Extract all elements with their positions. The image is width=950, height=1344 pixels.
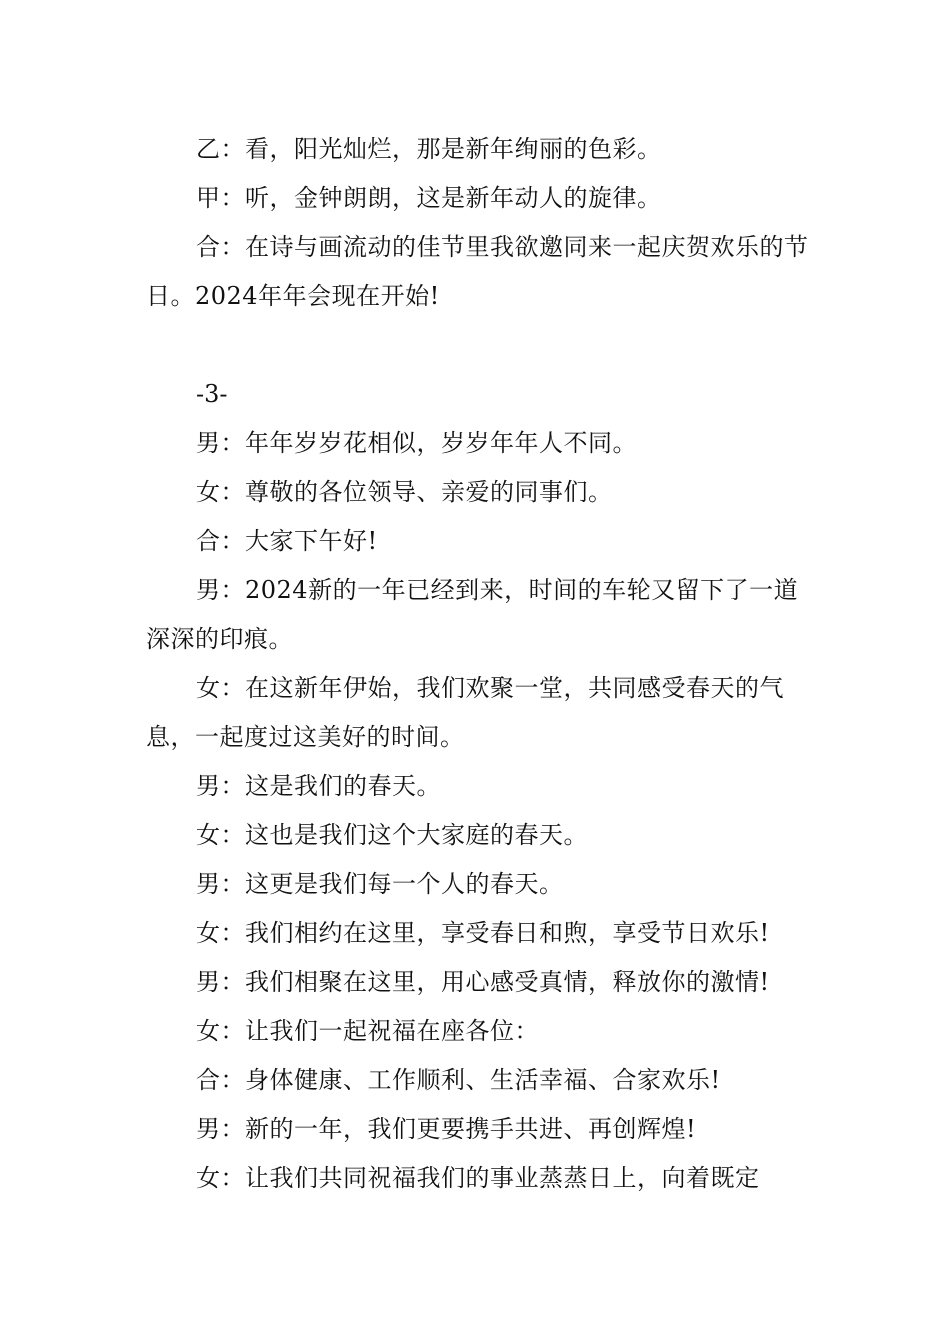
- paragraph: 男：2024新的一年已经到来，时间的车轮又留下了一道深深的印痕。: [146, 576, 799, 653]
- paragraph: 合：身体健康、工作顺利、生活幸福、合家欢乐!: [196, 1066, 721, 1094]
- paragraph: 合：大家下午好!: [196, 527, 378, 555]
- paragraph: 女：这也是我们这个大家庭的春天。: [196, 821, 588, 849]
- paragraph: 乙：看，阳光灿烂，那是新年绚丽的色彩。: [196, 135, 662, 163]
- paragraph: 甲：听，金钟朗朗，这是新年动人的旋律。: [196, 184, 662, 212]
- paragraph: 女：让我们共同祝福我们的事业蒸蒸日上，向着既定: [196, 1164, 760, 1192]
- paragraph: 女：让我们一起祝福在座各位：: [196, 1017, 539, 1045]
- paragraph: 男：新的一年，我们更要携手共进、再创辉煌!: [196, 1115, 697, 1143]
- document-body: [146, 125, 810, 1203]
- paragraph: 男：我们相聚在这里，用心感受真情，释放你的激情!: [196, 968, 770, 996]
- section-marker: -3-: [196, 380, 228, 408]
- paragraph: 女：在这新年伊始，我们欢聚一堂，共同感受春天的气息，一起度过这美好的时间。: [146, 674, 784, 751]
- paragraph: 合：在诗与画流动的佳节里我欲邀同来一起庆贺欢乐的节日。2024年年会现在开始!: [146, 233, 809, 310]
- paragraph: 女：尊敬的各位领导、亲爱的同事们。: [196, 478, 613, 506]
- paragraph: 男：这是我们的春天。: [196, 772, 441, 800]
- blank-line: [146, 321, 810, 370]
- paragraph: 男：这更是我们每一个人的春天。: [196, 870, 564, 898]
- paragraph: 男：年年岁岁花相似，岁岁年年人不同。: [196, 429, 637, 457]
- paragraph: 女：我们相约在这里，享受春日和煦，享受节日欢乐!: [196, 919, 770, 947]
